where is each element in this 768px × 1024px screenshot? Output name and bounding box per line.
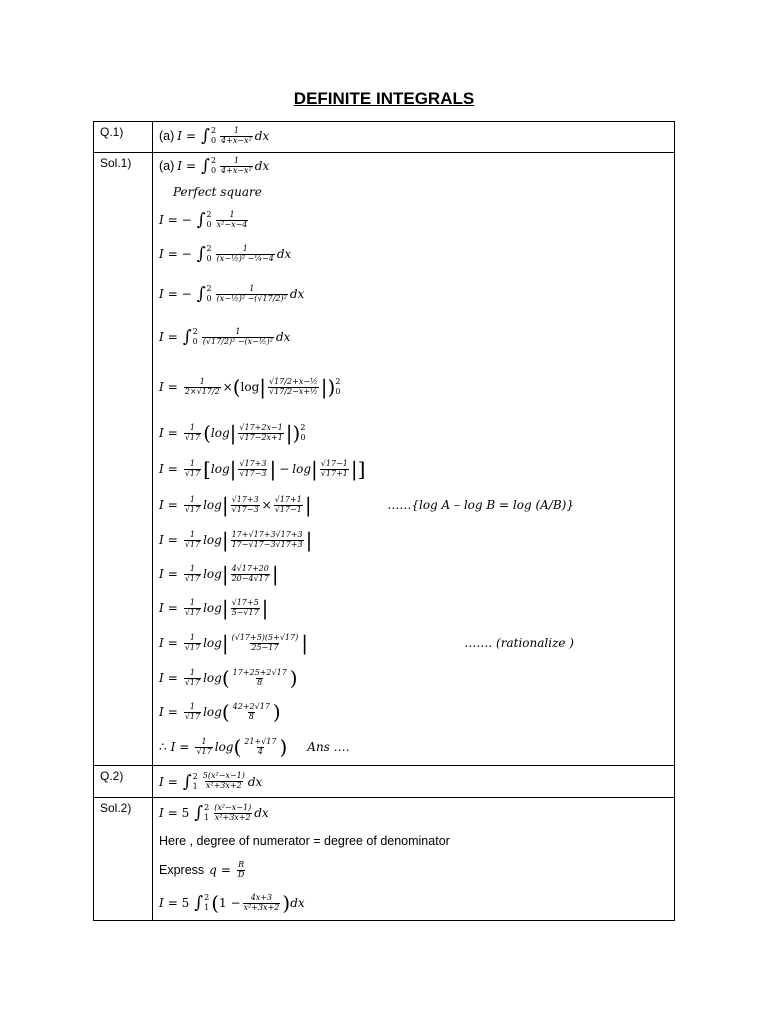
page-title: DEFINITE INTEGRALS (293, 89, 475, 108)
degree-statement: Here , degree of numerator = degree of denominator (159, 834, 450, 848)
solution-step: I = $\frac{1}{√17}$ log | $\frac{(√17+5)(5+√17)}{25-17}$ | ……. (rationalize ) (159, 631, 574, 655)
solution-step: I = $\frac{1}{2\times√17/2}$ × ( log | $\frac{\text{√17/2+x−½}}{\text{√17/2−x+½}}$ |) 2 0 (159, 375, 341, 399)
question-2-content: I = ∫ 2 1 $\frac{\text{5(x²−x−1)}}{\text{x²+3x+2}}$ dx (153, 766, 675, 798)
solution-step: I = $\frac{1}{√17}$ ( log | $\frac{√17+2x-1}{√17-2x+1}$ |) 2 0 (159, 421, 306, 445)
row-label: Sol.1) (94, 153, 153, 766)
integral-lhs: I (177, 129, 183, 143)
differential: dx (247, 774, 263, 789)
integral-lhs: I (159, 774, 164, 789)
integrand-fraction (202, 772, 246, 791)
question-1-content: (a) I = ∫ 2 0 $\frac{1}{\text{4+x−x²}}$ dx (153, 122, 675, 153)
solution-step: I = $\frac{1}{√17}$ log ( $\frac{42+2√17}{8}$ ) (159, 700, 281, 724)
solution-step: I = $\frac{1}{√17}$ log | $\frac{√17+5}{5-√17}$ | (159, 596, 269, 620)
integrand-fraction (220, 127, 253, 146)
table-row (94, 153, 675, 766)
solution-step: I = − ∫ 2 0 $\frac{1}{\text{(x−½)² −(√17/2)²}}$ dx (159, 283, 305, 304)
lower-limit: 0 (210, 136, 217, 145)
solution-step: I = $\frac{1}{√17}$ log ( $\frac{17+25+2√17}{8}$ ) (159, 666, 298, 690)
table-row (94, 122, 675, 153)
solution-step: I = $\frac{1}{√17}$ log | $\frac{17+√17+3√17+3}{17-√17-3√17+3}$ | (159, 528, 313, 552)
part-prefix: (a) (159, 159, 175, 173)
solution-step: I = − ∫ 2 0 $\frac{1}{\text{(x−½)² −¼−4}}$ dx (159, 243, 292, 264)
row-label: Q.2) (94, 766, 153, 798)
solution-2-content: I = 5 ∫ 2 1 $\frac{\text{(x²−x−1)}}{\text{x²+3x+2}}$ dx Here , degree of numerator = degree of denominator Express q = $\frac{R}{D}$ I = 5 ∫ 2 1 ( 1 − $\frac{4x+3}{\text{x²+3x+2}}$ ) dx (153, 798, 675, 921)
questions-table (93, 121, 675, 921)
solution-1-content: (a) I = ∫ 2 0 $\frac{1}{\text{4+x−x²}}$ dx Perfect square I = − ∫ 2 0 $\frac{1}{\text{x²−x−4}}$ I = − ∫ 2 0 $\frac{1}{\text{(x−½)² −¼−4}}$ dx I = − ∫ 2 0 $\frac{1}{\text{(x−½)² −(√17/2)²}}$ dx I = ∫ 2 0 $\frac{1}{\text{(√17/2)² −(x−½)²}}$ dx I = $\frac{1}{2\times√17/2}$ × ( log | $\frac{\text{√17/2+x−½}}{\text{√17/2−x+½}}$ |) 2 0 I = $\frac{1}{√17}$ ( log | $\frac{√17+2x-1}{√17-2x+1}$ |) 2 0 I = $\frac{1}{√17}$ [ log | $\frac{√17+3}{√17-3}$ | − log | $\frac{√17-1}{√17+1}$ |] I = $\frac{1}{√17}$ log | $\frac{√17+3}{√17-3}$ × $\frac{√17+1}{√17-1}$ | ……{log A – log B = log (A/B)} I = $\frac{1}{√17}$ log | $\frac{17+√17+3√17+3}{17-√17-3√17+3}$ | I = $\frac{1}{√17}$ log | $\frac{4√17+20}{20-4√17}$ | I = $\frac{1}{√17}$ log | $\frac{√17+5}{5-√17}$ | I = $\frac{1}{√17}$ log | $\frac{(√17+5)(5+√17)}{25-17}$ | ……. (rationalize ) I = $\frac{1}{√17}$ log ( $\frac{17+25+2√17}{8}$ ) I = $\frac{1}{√17}$ log ( $\frac{42+2√17}{8}$ ) ∴ I = $\frac{1}{√17}$ log ( $\frac{21+√17}{4}$ ) Ans …. (153, 153, 675, 766)
part-prefix: (a) (159, 129, 175, 143)
express-label: Express (159, 863, 205, 877)
integrand-denominator: 4+x−x² (221, 135, 252, 145)
lower-limit: 1 (192, 781, 198, 791)
step-text: Perfect square (173, 185, 262, 199)
rationalize-note: ……. (rationalize ) (464, 636, 574, 650)
solution-step: I = $\frac{1}{√17}$ log | $\frac{4√17+20}{20-4√17}$ | (159, 562, 279, 586)
integrand-numerator: 5(x²−x−1) (202, 771, 245, 781)
solution-step: I = ∫ 2 0 $\frac{1}{\text{(√17/2)² −(x−½)²}}$ dx (159, 326, 291, 347)
row-label: Q.1) (94, 122, 153, 153)
solution-step: I = 5 ∫ 2 1 ( 1 − $\frac{4x+3}{\text{x²+3x+2}}$ ) dx (159, 891, 305, 915)
solution-step: I = − ∫ 2 0 $\frac{1}{\text{x²−x−4}}$ (159, 209, 248, 230)
solution-step: I = 5 ∫ 2 1 $\frac{\text{(x²−x−1)}}{\text{x²+3x+2}}$ dx (159, 802, 269, 823)
table-row (94, 798, 675, 921)
log-rule-note: ……{log A – log B = log (A/B)} (387, 498, 574, 512)
upper-limit: 2 (192, 771, 198, 781)
integrand-numerator: 1 (233, 125, 239, 135)
integrand-denominator: x²+3x+2 (205, 781, 242, 790)
solution-step: I = $\frac{1}{√17}$ [ log | $\frac{√17+3}{√17-3}$ | − log | $\frac{√17-1}{√17+1}$ |] (159, 457, 366, 481)
table-row (94, 766, 675, 798)
solution-step: I = $\frac{1}{√17}$ log | $\frac{√17+3}{√17-3}$ × $\frac{√17+1}{√17-1}$ | ……{log A – log B = log (A/B)} (159, 493, 574, 517)
differential: dx (254, 129, 270, 143)
upper-limit: 2 (210, 126, 217, 136)
answer-tag: Ans …. (307, 740, 350, 754)
row-label: Sol.2) (94, 798, 153, 921)
solution-step: ∴ I = $\frac{1}{√17}$ log ( $\frac{21+√17}{4}$ ) Ans …. (159, 735, 350, 759)
